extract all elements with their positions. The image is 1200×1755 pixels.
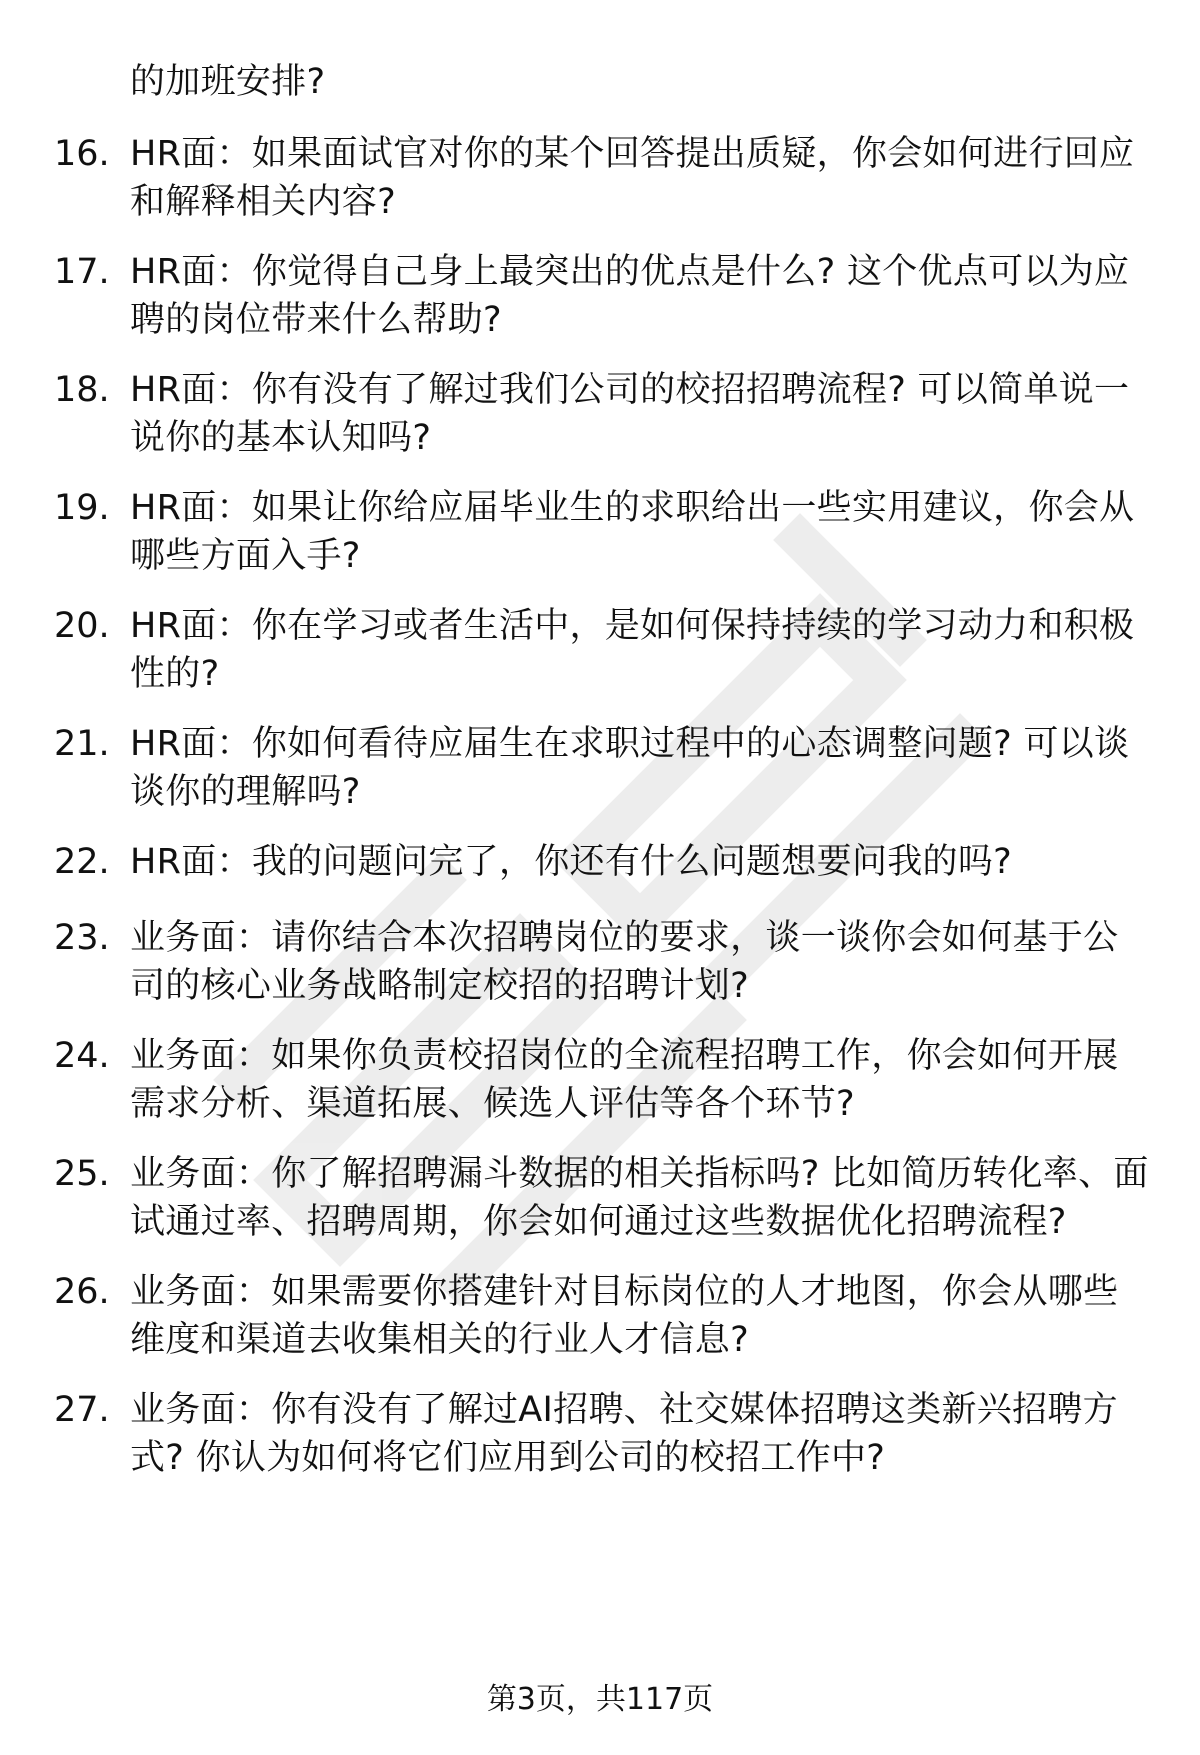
continuation-text: 的加班安排? — [130, 62, 326, 102]
question-number: 27. — [54, 1390, 110, 1430]
question-text: 业务面：你有没有了解过AI招聘、社交媒体招聘这类新兴招聘方式? 你认为如何将它们应用到公司的校招工作中? — [130, 1390, 1118, 1478]
question-number: 16. — [54, 134, 110, 174]
question-text: HR面：如果让你给应届毕业生的求职给出一些实用建议，你会从哪些方面入手? — [130, 488, 1135, 576]
question-number: 26. — [54, 1272, 110, 1312]
question-number: 17. — [54, 252, 110, 292]
question-text: HR面：你觉得自己身上最突出的优点是什么? 这个优点可以为应聘的岗位带来什么帮助? — [130, 252, 1130, 340]
question-text: HR面：我的问题问完了，你还有什么问题想要问我的吗? — [130, 842, 1013, 882]
question-text: HR面：如果面试官对你的某个回答提出质疑，你会如何进行回应和解释相关内容? — [130, 134, 1135, 222]
question-text: 业务面：如果需要你搭建针对目标岗位的人才地图，你会从哪些维度和渠道去收集相关的行业人才信息? — [130, 1272, 1119, 1360]
question-text: 业务面：你了解招聘漏斗数据的相关指标吗? 比如简历转化率、面试通过率、招聘周期，你会如何通过这些数据优化招聘流程? — [130, 1154, 1149, 1242]
question-number: 19. — [54, 488, 110, 528]
question-text: 业务面：请你结合本次招聘岗位的要求，谈一谈你会如何基于公司的核心业务战略制定校招的招聘计划? — [130, 918, 1119, 1006]
question-number: 25. — [54, 1154, 110, 1194]
question-text: 业务面：如果你负责校招岗位的全流程招聘工作，你会如何开展需求分析、渠道拓展、候选人评估等各个环节? — [130, 1036, 1119, 1124]
question-text: HR面：你有没有了解过我们公司的校招招聘流程? 可以简单说一说你的基本认知吗? — [130, 370, 1130, 458]
question-number: 21. — [54, 724, 110, 764]
question-number: 20. — [54, 606, 110, 646]
question-number: 18. — [54, 370, 110, 410]
question-number: 22. — [54, 842, 110, 882]
question-text: HR面：你在学习或者生活中，是如何保持持续的学习动力和积极性的? — [130, 606, 1135, 694]
page-footer: 第3页，共117页 — [486, 1682, 714, 1717]
question-number: 24. — [54, 1036, 110, 1076]
question-number: 23. — [54, 918, 110, 958]
question-text: HR面：你如何看待应届生在求职过程中的心态调整问题? 可以谈谈你的理解吗? — [130, 724, 1130, 812]
